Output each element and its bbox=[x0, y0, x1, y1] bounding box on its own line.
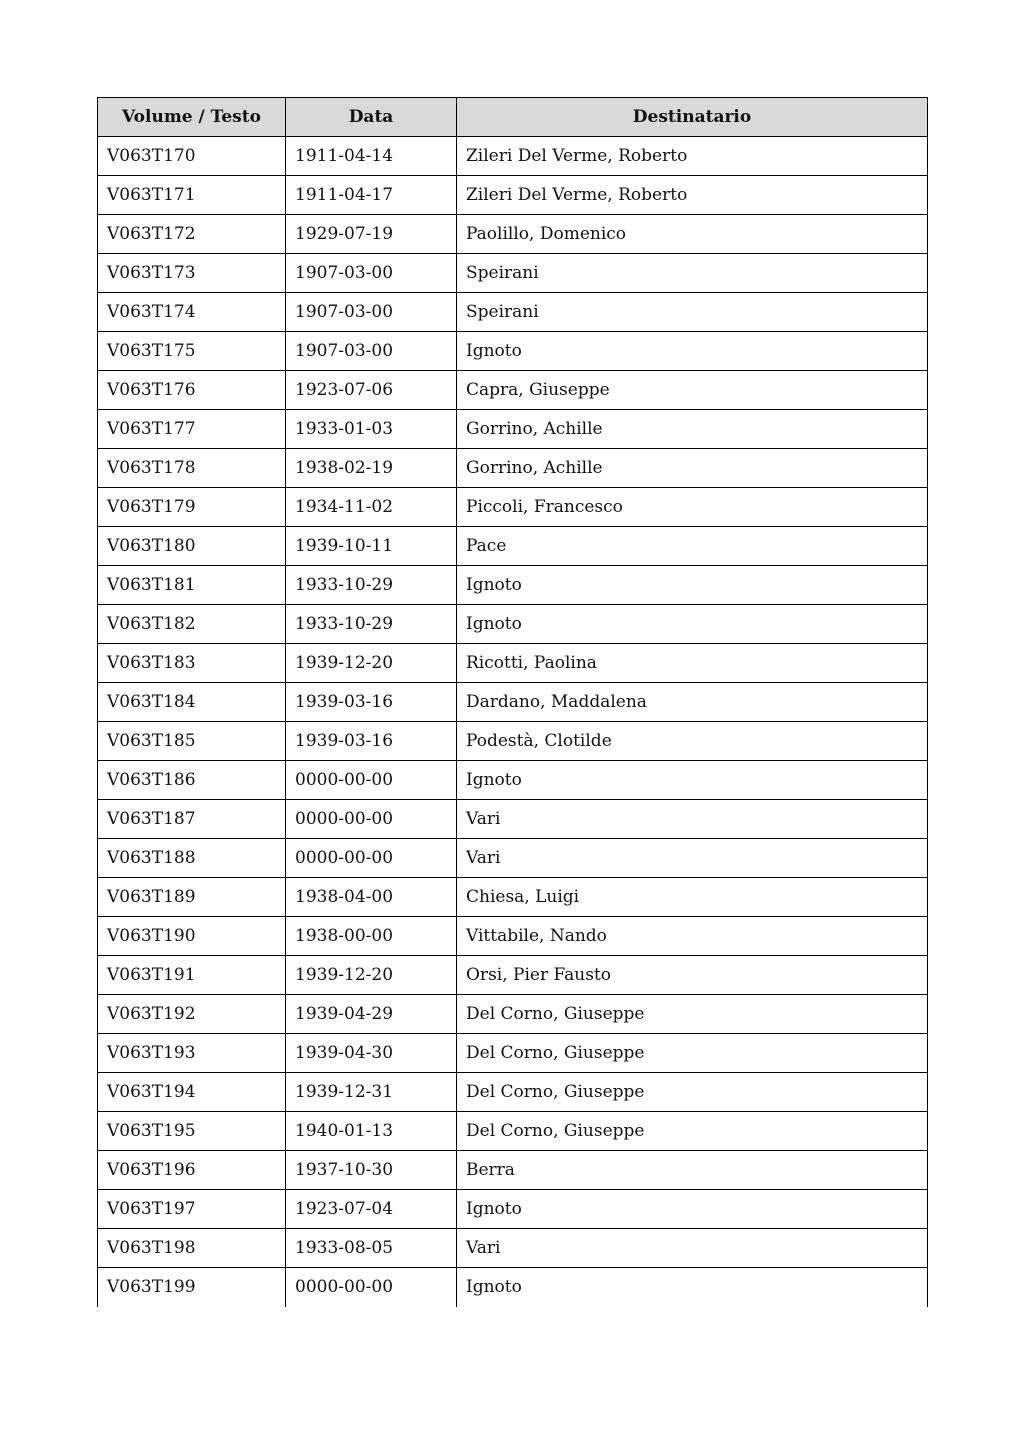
cell-data: 1939-04-30 bbox=[286, 1034, 457, 1073]
cell-data: 1940-01-13 bbox=[286, 1112, 457, 1151]
table-row bbox=[98, 332, 928, 371]
cell-destinatario: Gorrino, Achille bbox=[457, 410, 928, 449]
cell-data: 1923-07-04 bbox=[286, 1190, 457, 1229]
letters-table bbox=[97, 97, 928, 1307]
cell-destinatario: Vari bbox=[457, 800, 928, 839]
cell-data: 1907-03-00 bbox=[286, 254, 457, 293]
cell-volume-testo: V063T183 bbox=[98, 644, 286, 683]
cell-destinatario: Pace bbox=[457, 527, 928, 566]
cell-destinatario: Ricotti, Paolina bbox=[457, 644, 928, 683]
cell-volume-testo: V063T189 bbox=[98, 878, 286, 917]
cell-data: 1939-12-20 bbox=[286, 956, 457, 995]
cell-volume-testo: V063T173 bbox=[98, 254, 286, 293]
cell-volume-testo: V063T184 bbox=[98, 683, 286, 722]
cell-data: 1907-03-00 bbox=[286, 293, 457, 332]
table-row bbox=[98, 917, 928, 956]
cell-data: 1938-02-19 bbox=[286, 449, 457, 488]
cell-volume-testo: V063T180 bbox=[98, 527, 286, 566]
column-header-data: Data bbox=[286, 98, 457, 137]
table-row bbox=[98, 527, 928, 566]
cell-data: 1937-10-30 bbox=[286, 1151, 457, 1190]
cell-data: 1934-11-02 bbox=[286, 488, 457, 527]
table-row bbox=[98, 1034, 928, 1073]
table-row bbox=[98, 800, 928, 839]
cell-volume-testo: V063T178 bbox=[98, 449, 286, 488]
cell-destinatario: Podestà, Clotilde bbox=[457, 722, 928, 761]
table-row bbox=[98, 995, 928, 1034]
table-row bbox=[98, 566, 928, 605]
cell-data: 0000-00-00 bbox=[286, 1268, 457, 1307]
cell-volume-testo: V063T192 bbox=[98, 995, 286, 1034]
cell-destinatario: Speirani bbox=[457, 254, 928, 293]
table-row bbox=[98, 410, 928, 449]
cell-volume-testo: V063T182 bbox=[98, 605, 286, 644]
cell-data: 1938-04-00 bbox=[286, 878, 457, 917]
cell-data: 1911-04-17 bbox=[286, 176, 457, 215]
cell-destinatario: Ignoto bbox=[457, 605, 928, 644]
cell-destinatario: Chiesa, Luigi bbox=[457, 878, 928, 917]
cell-destinatario: Ignoto bbox=[457, 761, 928, 800]
cell-data: 1929-07-19 bbox=[286, 215, 457, 254]
cell-volume-testo: V063T187 bbox=[98, 800, 286, 839]
cell-volume-testo: V063T171 bbox=[98, 176, 286, 215]
header-row bbox=[98, 98, 928, 137]
table-row bbox=[98, 605, 928, 644]
cell-destinatario: Vari bbox=[457, 1229, 928, 1268]
cell-data: 1939-10-11 bbox=[286, 527, 457, 566]
cell-destinatario: Del Corno, Giuseppe bbox=[457, 995, 928, 1034]
table-row bbox=[98, 449, 928, 488]
cell-data: 1933-08-05 bbox=[286, 1229, 457, 1268]
cell-volume-testo: V063T198 bbox=[98, 1229, 286, 1268]
cell-volume-testo: V063T197 bbox=[98, 1190, 286, 1229]
cell-destinatario: Del Corno, Giuseppe bbox=[457, 1112, 928, 1151]
cell-volume-testo: V063T190 bbox=[98, 917, 286, 956]
table-row bbox=[98, 137, 928, 176]
cell-data: 1911-04-14 bbox=[286, 137, 457, 176]
cell-volume-testo: V063T175 bbox=[98, 332, 286, 371]
table-body bbox=[98, 137, 928, 1307]
cell-destinatario: Dardano, Maddalena bbox=[457, 683, 928, 722]
cell-data: 0000-00-00 bbox=[286, 800, 457, 839]
table-row bbox=[98, 722, 928, 761]
table-row bbox=[98, 371, 928, 410]
table-row bbox=[98, 839, 928, 878]
cell-data: 1939-03-16 bbox=[286, 722, 457, 761]
cell-data: 1939-04-29 bbox=[286, 995, 457, 1034]
cell-destinatario: Orsi, Pier Fausto bbox=[457, 956, 928, 995]
cell-destinatario: Ignoto bbox=[457, 1268, 928, 1307]
table-row bbox=[98, 878, 928, 917]
cell-volume-testo: V063T196 bbox=[98, 1151, 286, 1190]
cell-data: 0000-00-00 bbox=[286, 761, 457, 800]
cell-data: 1939-12-31 bbox=[286, 1073, 457, 1112]
cell-volume-testo: V063T177 bbox=[98, 410, 286, 449]
table-row bbox=[98, 1268, 928, 1307]
column-header-destinatario: Destinatario bbox=[457, 98, 928, 137]
cell-volume-testo: V063T188 bbox=[98, 839, 286, 878]
cell-volume-testo: V063T181 bbox=[98, 566, 286, 605]
cell-volume-testo: V063T174 bbox=[98, 293, 286, 332]
cell-destinatario: Ignoto bbox=[457, 566, 928, 605]
cell-destinatario: Zileri Del Verme, Roberto bbox=[457, 137, 928, 176]
cell-destinatario: Capra, Giuseppe bbox=[457, 371, 928, 410]
cell-data: 1933-10-29 bbox=[286, 566, 457, 605]
table-row bbox=[98, 176, 928, 215]
table-row bbox=[98, 488, 928, 527]
cell-data: 1938-00-00 bbox=[286, 917, 457, 956]
cell-destinatario: Vari bbox=[457, 839, 928, 878]
cell-data: 1907-03-00 bbox=[286, 332, 457, 371]
table-row bbox=[98, 956, 928, 995]
table-row bbox=[98, 683, 928, 722]
cell-data: 1923-07-06 bbox=[286, 371, 457, 410]
table-row bbox=[98, 1190, 928, 1229]
cell-data: 1939-03-16 bbox=[286, 683, 457, 722]
cell-data: 1939-12-20 bbox=[286, 644, 457, 683]
cell-destinatario: Ignoto bbox=[457, 332, 928, 371]
cell-volume-testo: V063T185 bbox=[98, 722, 286, 761]
cell-volume-testo: V063T195 bbox=[98, 1112, 286, 1151]
table-row bbox=[98, 1073, 928, 1112]
table-row bbox=[98, 644, 928, 683]
cell-volume-testo: V063T191 bbox=[98, 956, 286, 995]
cell-data: 1933-01-03 bbox=[286, 410, 457, 449]
table-row bbox=[98, 1229, 928, 1268]
cell-volume-testo: V063T194 bbox=[98, 1073, 286, 1112]
cell-destinatario: Paolillo, Domenico bbox=[457, 215, 928, 254]
cell-volume-testo: V063T186 bbox=[98, 761, 286, 800]
table-row bbox=[98, 1151, 928, 1190]
cell-destinatario: Piccoli, Francesco bbox=[457, 488, 928, 527]
cell-data: 0000-00-00 bbox=[286, 839, 457, 878]
cell-volume-testo: V063T193 bbox=[98, 1034, 286, 1073]
cell-volume-testo: V063T176 bbox=[98, 371, 286, 410]
table-row bbox=[98, 215, 928, 254]
column-header-volume-testo: Volume / Testo bbox=[98, 98, 286, 137]
cell-destinatario: Zileri Del Verme, Roberto bbox=[457, 176, 928, 215]
cell-destinatario: Vittabile, Nando bbox=[457, 917, 928, 956]
cell-data: 1933-10-29 bbox=[286, 605, 457, 644]
table-header bbox=[98, 98, 928, 137]
table-row bbox=[98, 1112, 928, 1151]
cell-destinatario: Berra bbox=[457, 1151, 928, 1190]
table-row bbox=[98, 293, 928, 332]
cell-destinatario: Speirani bbox=[457, 293, 928, 332]
cell-volume-testo: V063T179 bbox=[98, 488, 286, 527]
cell-destinatario: Gorrino, Achille bbox=[457, 449, 928, 488]
cell-volume-testo: V063T199 bbox=[98, 1268, 286, 1307]
cell-volume-testo: V063T172 bbox=[98, 215, 286, 254]
cell-volume-testo: V063T170 bbox=[98, 137, 286, 176]
cell-destinatario: Del Corno, Giuseppe bbox=[457, 1073, 928, 1112]
table-row bbox=[98, 761, 928, 800]
cell-destinatario: Ignoto bbox=[457, 1190, 928, 1229]
table-row bbox=[98, 254, 928, 293]
cell-destinatario: Del Corno, Giuseppe bbox=[457, 1034, 928, 1073]
